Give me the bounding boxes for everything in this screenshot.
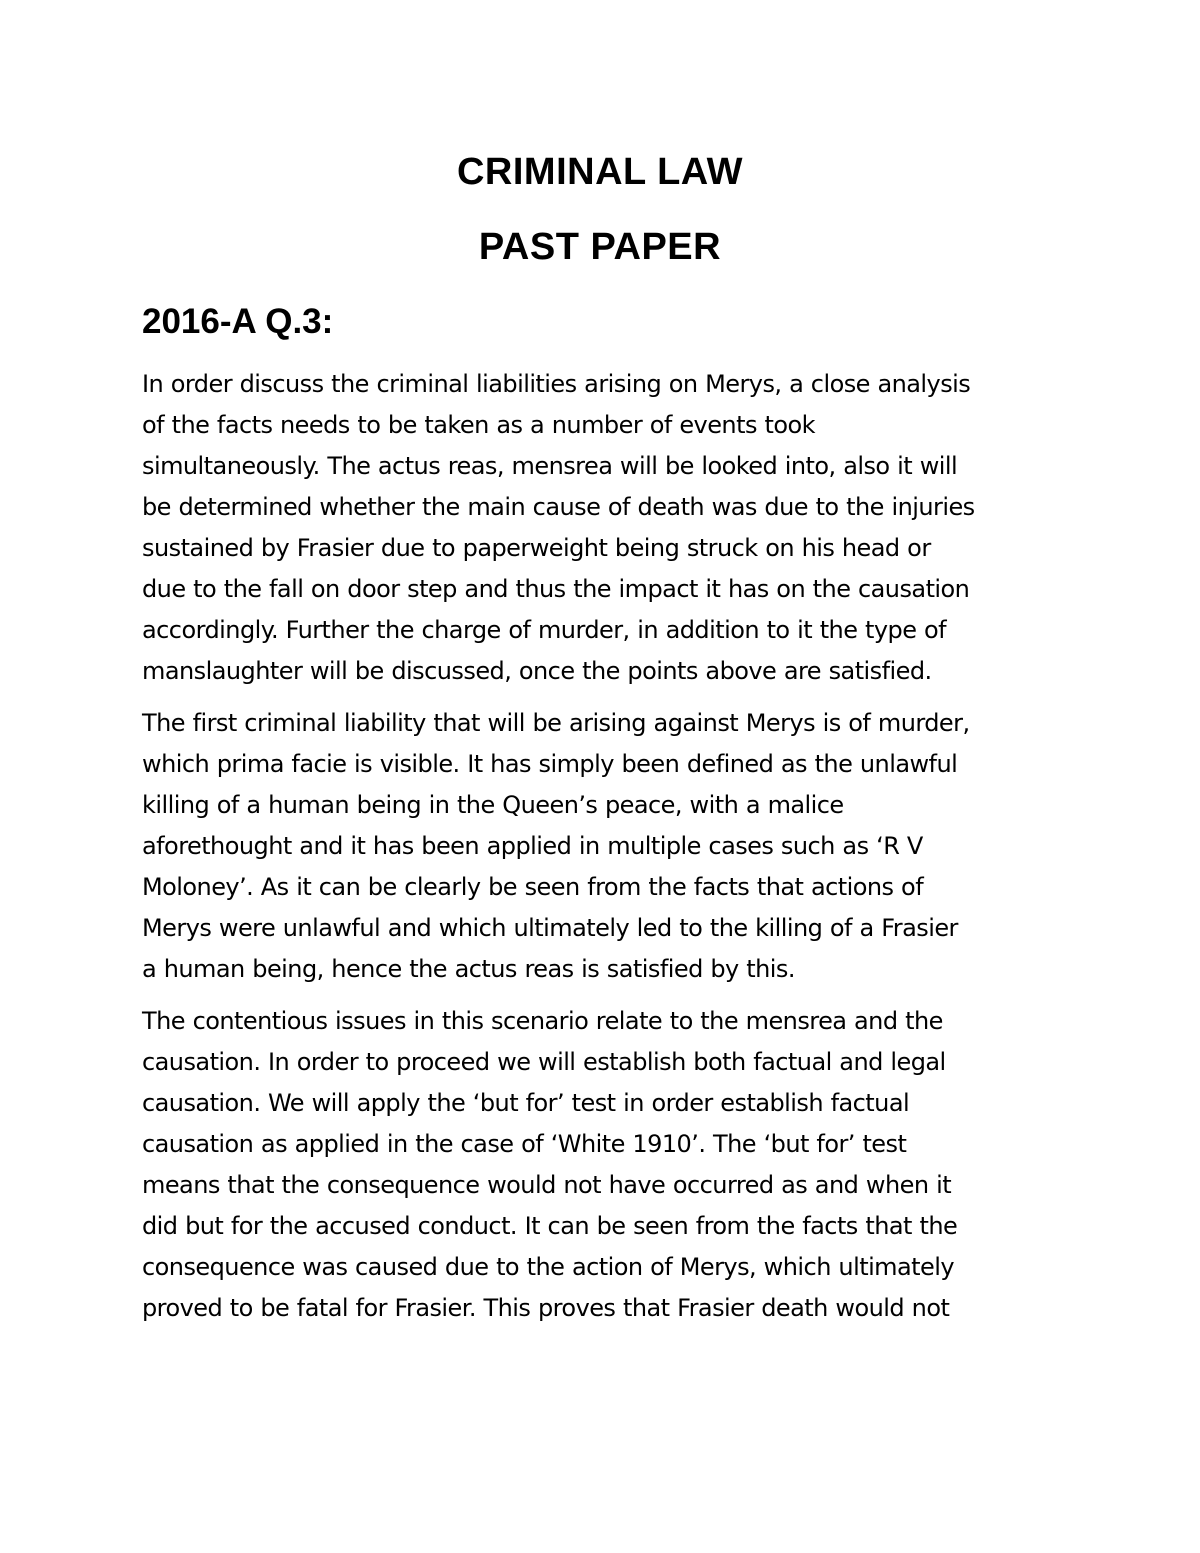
paragraph-line: manslaughter will be discussed, once the points above are satisfied. <box>142 657 932 685</box>
paragraph-line: In order discuss the criminal liabilities arising on Merys, a close analysis <box>142 370 971 398</box>
paragraph-line: means that the consequence would not have occurred as and when it <box>142 1171 952 1199</box>
paragraph-line: accordingly. Further the charge of murder, in addition to it the type of <box>142 616 947 644</box>
document-title: CRIMINAL LAW <box>456 151 744 193</box>
paragraph-line: Moloney’. As it can be clearly be seen from the facts that actions of <box>142 873 924 901</box>
paragraph-line: causation as applied in the case of ‘White 1910’. The ‘but for’ test <box>142 1130 907 1158</box>
paragraph-line: killing of a human being in the Queen’s peace, with a malice <box>142 791 844 819</box>
paragraph-line: aforethought and it has been applied in multiple cases such as ‘R V <box>142 832 923 860</box>
paragraph-line: The first criminal liability that will be arising against Merys is of murder, <box>142 709 970 737</box>
paragraph-line: sustained by Frasier due to paperweight being struck on his head or <box>142 534 931 562</box>
paragraph-line: The contentious issues in this scenario relate to the mensrea and the <box>142 1007 943 1035</box>
paragraph-line: of the facts needs to be taken as a number of events took <box>142 411 815 439</box>
paragraph-3 <box>142 1001 1072 1329</box>
paragraph-line: Merys were unlawful and which ultimately led to the killing of a Frasier <box>142 914 958 942</box>
paragraph-2 <box>142 703 1072 990</box>
paragraph-line: due to the fall on door step and thus the impact it has on the causation <box>142 575 970 603</box>
question-heading: 2016-A Q.3: <box>142 302 334 341</box>
paragraph-line: causation. We will apply the ‘but for’ test in order establish factual <box>142 1089 910 1117</box>
paragraph-line: did but for the accused conduct. It can be seen from the facts that the <box>142 1212 958 1240</box>
paragraph-line: a human being, hence the actus reas is satisfied by this. <box>142 955 795 983</box>
paragraph-1 <box>142 364 1072 692</box>
paragraph-line: consequence was caused due to the action of Merys, which ultimately <box>142 1253 955 1281</box>
paragraph-line: causation. In order to proceed we will establish both factual and legal <box>142 1048 946 1076</box>
paragraph-line: be determined whether the main cause of death was due to the injuries <box>142 493 975 521</box>
paragraph-line: proved to be fatal for Frasier. This proves that Frasier death would not <box>142 1294 950 1322</box>
document-body <box>142 364 1072 1340</box>
paragraph-line: which prima facie is visible. It has simply been defined as the unlawful <box>142 750 958 778</box>
document-subtitle: PAST PAPER <box>478 226 722 268</box>
paragraph-line: simultaneously. The actus reas, mensrea will be looked into, also it will <box>142 452 958 480</box>
